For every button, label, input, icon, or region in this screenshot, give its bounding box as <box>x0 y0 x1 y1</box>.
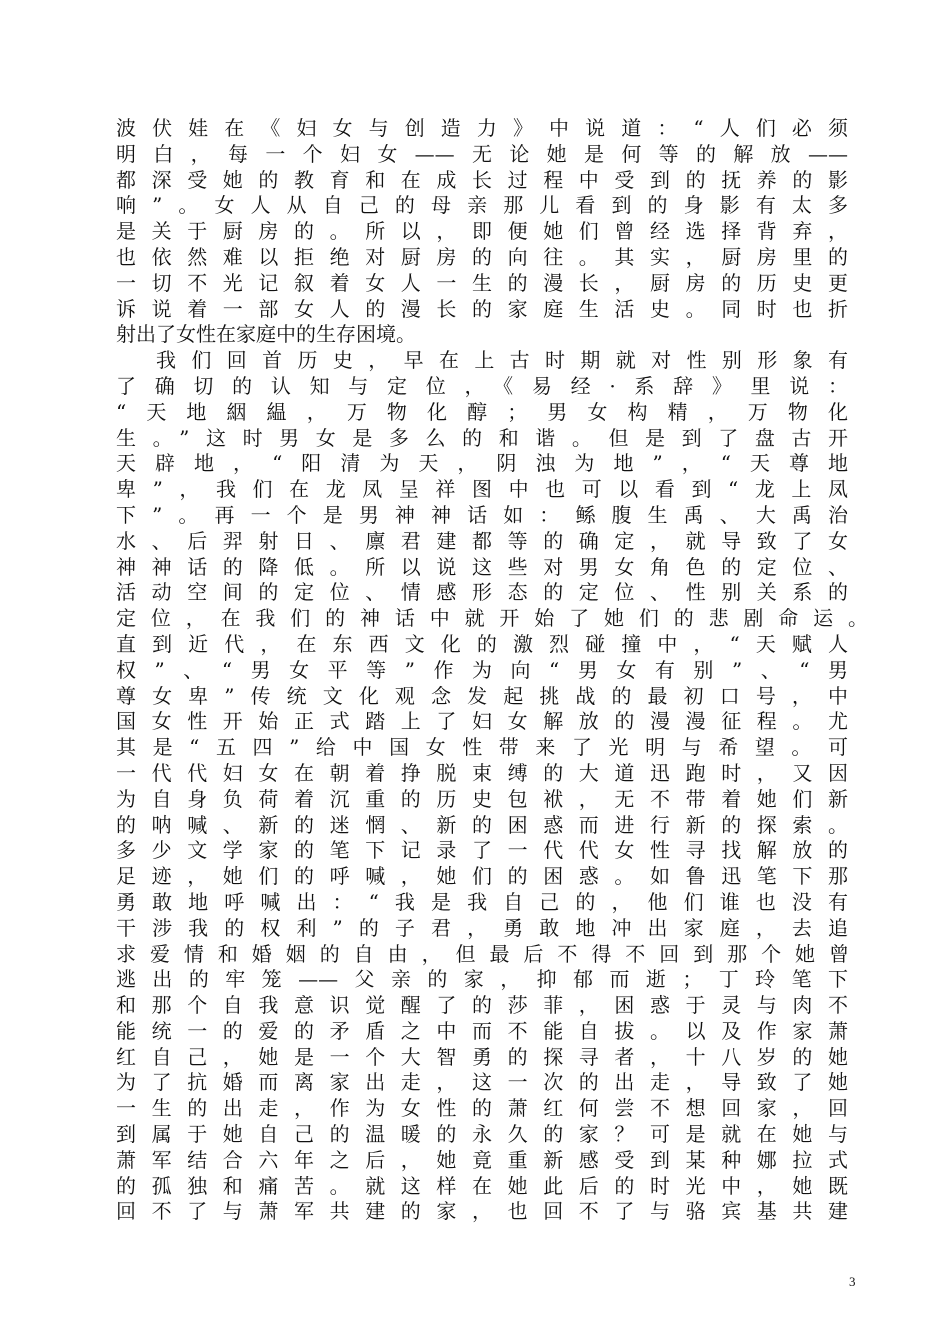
text-line: 是关于厨房的。所以，即便她们曾经选择背弃， <box>116 219 848 244</box>
paragraph-end-line: 射出了女性在家庭中的生存困境。 <box>116 322 416 347</box>
text-line: 求爱情和婚姻的自由，但最后不得不回到那个她曾 <box>116 941 848 966</box>
text-line: 逃出的牢笼——父亲的家，抑郁而逝；丁玲笔下 <box>116 967 848 992</box>
text-line: 干涉我的权利”的子君，勇敢地冲出家庭，去追 <box>116 915 848 940</box>
text-line: 其是“五四”给中国女性带来了光明与希望。可 <box>116 735 848 760</box>
text-line: 能统一的爱的矛盾之中而不能自拔。以及作家萧 <box>116 1018 848 1043</box>
text-line: 下”。再一个是男神神话如：鲧腹生禹、大禹治 <box>116 502 848 527</box>
text-line: 一切不光记叙着女人一生的漫长，厨房的历史更 <box>116 270 848 295</box>
text-line: 到属于她自己的温暖的永久的家？可是就在她与 <box>116 1122 848 1147</box>
text-line: 勇敢地呼喊出：“我是我自己的，他们谁也没有 <box>116 889 848 914</box>
text-line: 红自己，她是一个大智勇的探寻者，十八岁的她 <box>116 1044 848 1069</box>
text-line: 的呐喊、新的迷惘、新的困惑而进行新的探索。 <box>116 812 848 837</box>
text-line: 诉说着一部女人的漫长的家庭生活史。同时也折 <box>116 296 848 321</box>
text-line: 波伏娃在《妇女与创造力》中说道：“人们必须 <box>116 116 848 140</box>
text-line: 的孤独和痛苦。就这样在她此后的时光中，她既 <box>116 1173 848 1198</box>
text-line: “天地絪緼，万物化醇；男女构精，万物化 <box>116 399 848 424</box>
text-line: 活动空间的定位、情感形态的定位、性别关系的 <box>116 580 848 605</box>
text-line: 也依然难以拒绝对厨房的向往。其实，厨房里的 <box>116 244 848 269</box>
paragraph-start-line: 我们回首历史，早在上古时期就对性别形象有 <box>156 348 848 373</box>
text-line: 一生的出走，作为女性的萧红何尝不想回家，回 <box>116 1096 848 1121</box>
text-line: 为自身负荷着沉重的历史包袱，无不带着她们新 <box>116 786 848 811</box>
body-text <box>116 116 868 1225</box>
text-line: 多少文学家的笔下记录了一代代女性寻找解放的 <box>116 838 848 863</box>
text-line: 尊女卑”传统文化观念发起挑战的最初口号，中 <box>116 683 848 708</box>
text-line: 足迹，她们的呼喊，她们的困惑。如鲁迅笔下那 <box>116 864 848 889</box>
text-line: 天辟地，“阳清为天，阴浊为地”，“天尊地 <box>116 451 848 476</box>
text-line: 直到近代，在东西文化的激烈碰撞中，“天赋人 <box>116 631 848 656</box>
text-line: 为了抗婚而离家出走，这一次的出走，导致了她 <box>116 1070 848 1095</box>
text-line: 和那个自我意识觉醒了的莎菲，困惑于灵与肉不 <box>116 993 848 1018</box>
page-number: 3 <box>849 1274 856 1289</box>
text-line: 都深受她的教育和在成长过程中受到的抚养的影 <box>116 167 848 192</box>
text-line: 卑”，我们在龙凤呈祥图中也可以看到“龙上凤 <box>116 477 848 502</box>
text-line: 一代代妇女在朝着挣脱束缚的大道迅跑时，又因 <box>116 760 848 785</box>
text-line: 水、后羿射日、廪君建都等的确定，就导致了女 <box>116 528 848 553</box>
text-line: 国女性开始正式踏上了妇女解放的漫漫征程。尤 <box>116 709 848 734</box>
text-line: 生。”这时男女是多么的和谐。但是到了盘古开 <box>116 425 848 450</box>
text-line: 定位，在我们的神话中就开始了她们的悲剧命运。 <box>116 606 868 631</box>
text-line: 萧军结合六年之后，她竟重新感受到某种娜拉式 <box>116 1147 848 1172</box>
text-line: 回不了与萧军共建的家，也回不了与骆宾基共建 <box>116 1199 848 1224</box>
text-line: 权”、“男女平等”作为向“男女有别”、“男 <box>116 657 848 682</box>
text-line: 响”。女人从自己的母亲那儿看到的身影有太多 <box>116 193 848 218</box>
text-line: 明白，每一个妇女——无论她是何等的解放—— <box>116 141 848 166</box>
text-line: 神神话的降低。所以说这些对男女角色的定位、 <box>116 554 848 579</box>
text-line: 了确切的认知与定位，《易经·系辞》里说： <box>116 373 848 398</box>
